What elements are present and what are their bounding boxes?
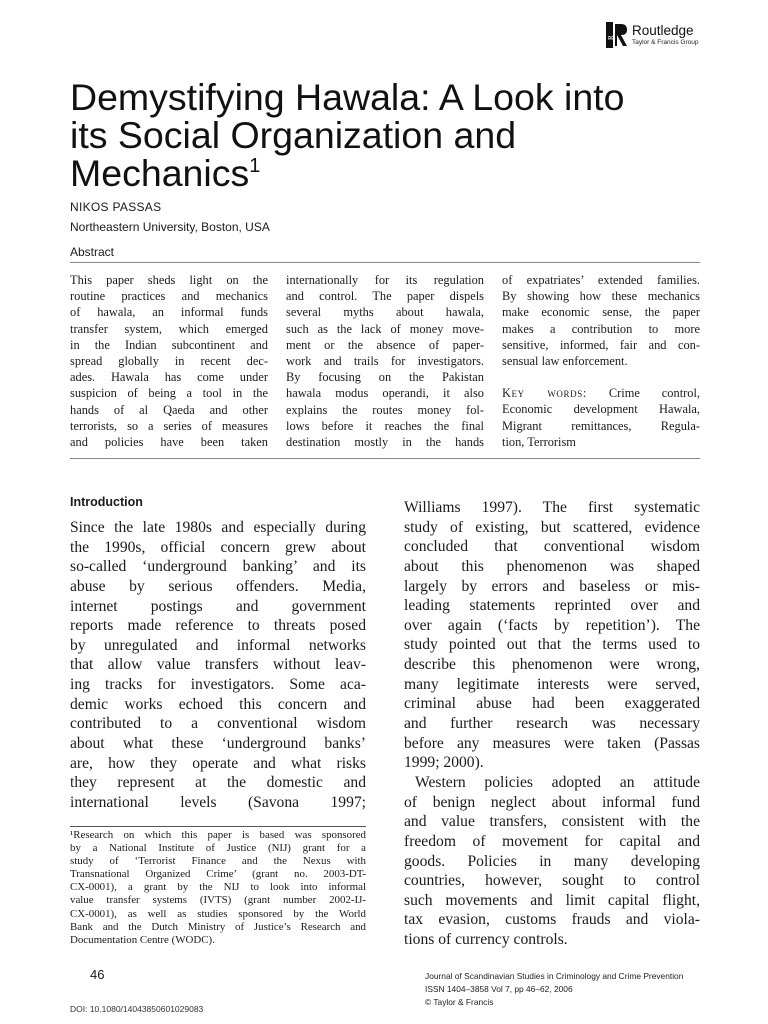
abstract-line: in the Indian subcontinent and <box>70 337 268 352</box>
footnote-line: by a National Institute of Justice (NIJ) grant for a <box>70 842 366 855</box>
abstract-line: By focusing on the Pakistan <box>286 370 484 385</box>
abstract-line: hands of al Qaeda and other <box>70 402 268 417</box>
abstract-line: several myths about hawala, <box>286 305 484 320</box>
body-line: criminal abuse had been exaggerated <box>404 695 700 713</box>
abstract-line: internationally for its regulation <box>286 273 484 287</box>
abstract-line: and policies have been taken <box>70 434 268 449</box>
footnote-line: ¹Research on which this paper is based was sponsored <box>70 829 366 841</box>
body-line: ing tracks for investigators. Some aca- <box>70 676 366 694</box>
body-line: are, how they operate and what risks <box>70 754 366 772</box>
body-line: 1999; 2000). <box>404 754 484 772</box>
abstract-column-2 <box>286 272 484 450</box>
abstract-line: ment or the absence of paper- <box>286 337 484 352</box>
body-line: leading statements reprinted over and <box>404 597 700 615</box>
abstract-top-rule <box>70 262 700 263</box>
body-line: such movements and limit capital flight, <box>404 891 700 909</box>
body-line: before any measures were taken (Passas <box>404 734 700 752</box>
publisher-subtitle: Taylor & Francis Group <box>632 39 699 46</box>
body-line: largely by errors and baseless or mis- <box>404 577 700 595</box>
abstract-line: ades. Hawala has come under <box>70 370 268 385</box>
body-line: internet postings and government <box>70 597 366 615</box>
body-line: Since the late 1980s and especially during <box>70 519 366 536</box>
body-line: so-called ‘underground banking’ and its <box>70 558 366 576</box>
publisher-name: Routledge <box>632 23 694 38</box>
doi-link[interactable]: DOI: 10.1080/14043850601029083 <box>70 1004 204 1014</box>
body-line: countries, however, sought to control <box>404 872 700 890</box>
abstract-line: such as the lack of money move- <box>286 321 484 336</box>
body-line: contributed to a conventional wisdom <box>70 715 366 733</box>
footnote-line: value transfer systems (IVTS) (grant number 2002-IJ- <box>70 894 366 907</box>
abstract-line: work and trails for investigators. <box>286 353 484 368</box>
title-line: its Social Organization and <box>70 114 517 156</box>
body-line: international levels (Savona 1997; <box>70 793 366 811</box>
keywords-line: Economic development Hawala, <box>502 402 700 417</box>
body-line: many legitimate interests were served, <box>404 675 700 693</box>
body-line: freedom of movement for capital and <box>404 832 700 850</box>
keywords-line <box>502 385 700 401</box>
body-line: about this phenomenon was shaped <box>404 557 700 575</box>
abstract-line: transfer system, which emerged <box>70 321 268 336</box>
body-line: and value transfers, consistent with the <box>404 813 700 831</box>
body-line: about what these ‘underground banks’ <box>70 735 366 753</box>
abstract-heading: Abstract <box>70 245 115 259</box>
article-title <box>70 78 710 192</box>
journal-copyright: © Taylor & Francis <box>425 997 494 1007</box>
abstract-line: of expatriates’ extended families. <box>502 273 700 287</box>
abstract-line: lows before it reaches the final <box>286 418 484 433</box>
abstract-line: and control. The paper dispels <box>286 289 484 304</box>
abstract-line: destination mostly in the hands <box>286 434 484 449</box>
body-column-left <box>70 518 366 813</box>
keywords-line: Migrant remittances, Regula- <box>502 418 700 433</box>
abstract-line: suspicion of being a tool in the <box>70 386 268 401</box>
body-line: abuse by serious offenders. Media, <box>70 577 366 595</box>
body-line: that allow value transfers without leav- <box>70 656 366 674</box>
body-line: concluded that conventional wisdom <box>404 538 700 556</box>
body-line: tax evasion, customs frauds and viola- <box>404 911 700 929</box>
body-line: study pointed out that the terms used to <box>404 636 700 654</box>
routledge-logo-icon <box>606 22 628 48</box>
body-line: by unregulated and informal networks <box>70 636 366 654</box>
body-line: they represent at the domestic and <box>70 774 366 792</box>
author-name: NIKOS PASSAS <box>70 200 162 214</box>
abstract-line: of hawala, an informal funds <box>70 305 268 320</box>
body-line: and further research was necessary <box>404 715 700 733</box>
journal-info <box>425 970 683 1009</box>
body-column-right <box>404 498 700 950</box>
abstract-line: hawala modus operandi, it also <box>286 386 484 401</box>
publisher-logo <box>606 22 716 48</box>
footnote-line: Transnational Organized Crime’ (grant no. 2003-DT- <box>70 868 366 881</box>
abstract-line: make economic sense, the paper <box>502 305 700 320</box>
abstract-line: terrorists, so a series of measures <box>70 418 268 433</box>
body-line: of benign neglect about informal fund <box>404 793 700 811</box>
abstract-line: sensual law enforcement. <box>502 353 628 368</box>
body-line: describe this phenomenon were wrong, <box>404 656 700 674</box>
body-line: reports made reference to threats posed <box>70 617 366 635</box>
section-heading-introduction: Introduction <box>70 495 143 509</box>
keywords-line: tion, Terrorism <box>502 434 576 449</box>
abstract-line: sensitive, informed, fair and con- <box>502 337 700 352</box>
title-footnote-marker[interactable]: 1 <box>249 155 261 177</box>
footnote <box>70 829 366 947</box>
abstract-line: spread globally in recent dec- <box>70 353 268 368</box>
journal-name: Journal of Scandinavian Studies in Criminology and Crime Prevention <box>425 971 684 981</box>
footnote-line: Bank and the Dutch Ministry of Justice’s Research and <box>70 920 366 933</box>
keywords-label: Key words: <box>502 386 587 401</box>
abstract-line: By showing how these mechanics <box>502 289 700 304</box>
body-line: tions of currency controls. <box>404 931 568 949</box>
page-number: 46 <box>90 967 105 982</box>
svg-text:R: R <box>607 35 615 40</box>
footnote-line: CX-0001), a grant by the NIJ to look into informal <box>70 881 366 894</box>
body-line: the 1990s, official concern grew about <box>70 538 366 556</box>
footnote-line: study of ‘Terrorist Finance and the Nexus with <box>70 855 366 868</box>
footnote-rule <box>70 826 366 827</box>
author-affiliation: Northeastern University, Boston, USA <box>70 220 270 234</box>
body-line: demic works echoed this concern and <box>70 695 366 713</box>
abstract-column-1 <box>70 272 268 450</box>
abstract-column-3 <box>502 272 700 450</box>
title-line: Demystifying Hawala: A Look into <box>70 76 625 118</box>
abstract-line: routine practices and mechanics <box>70 289 268 304</box>
abstract-bottom-rule <box>70 458 700 459</box>
keywords-value: Crime control, <box>608 386 700 401</box>
body-line: over again (‘facts by repetition’). The <box>404 616 700 634</box>
body-line: Western policies adopted an attitude <box>415 773 700 791</box>
body-line: Williams 1997). The first systematic <box>404 499 700 516</box>
footnote-line: Documentation Centre (WODC). <box>70 933 215 946</box>
abstract-line: This paper sheds light on the <box>70 273 268 287</box>
footnote-line: CX-0001), as well as studies sponsored by the World <box>70 907 366 920</box>
body-line: study of existing, but scattered, evidence <box>404 518 700 536</box>
title-line: Mechanics <box>70 152 250 194</box>
journal-issn: ISSN 1404–3858 Vol 7, pp 46–62, 2006 <box>425 984 573 994</box>
abstract-line: makes a contribution to more <box>502 321 700 336</box>
body-line: goods. Policies in many developing <box>404 852 700 870</box>
abstract-line: explains the routes money fol- <box>286 402 484 417</box>
